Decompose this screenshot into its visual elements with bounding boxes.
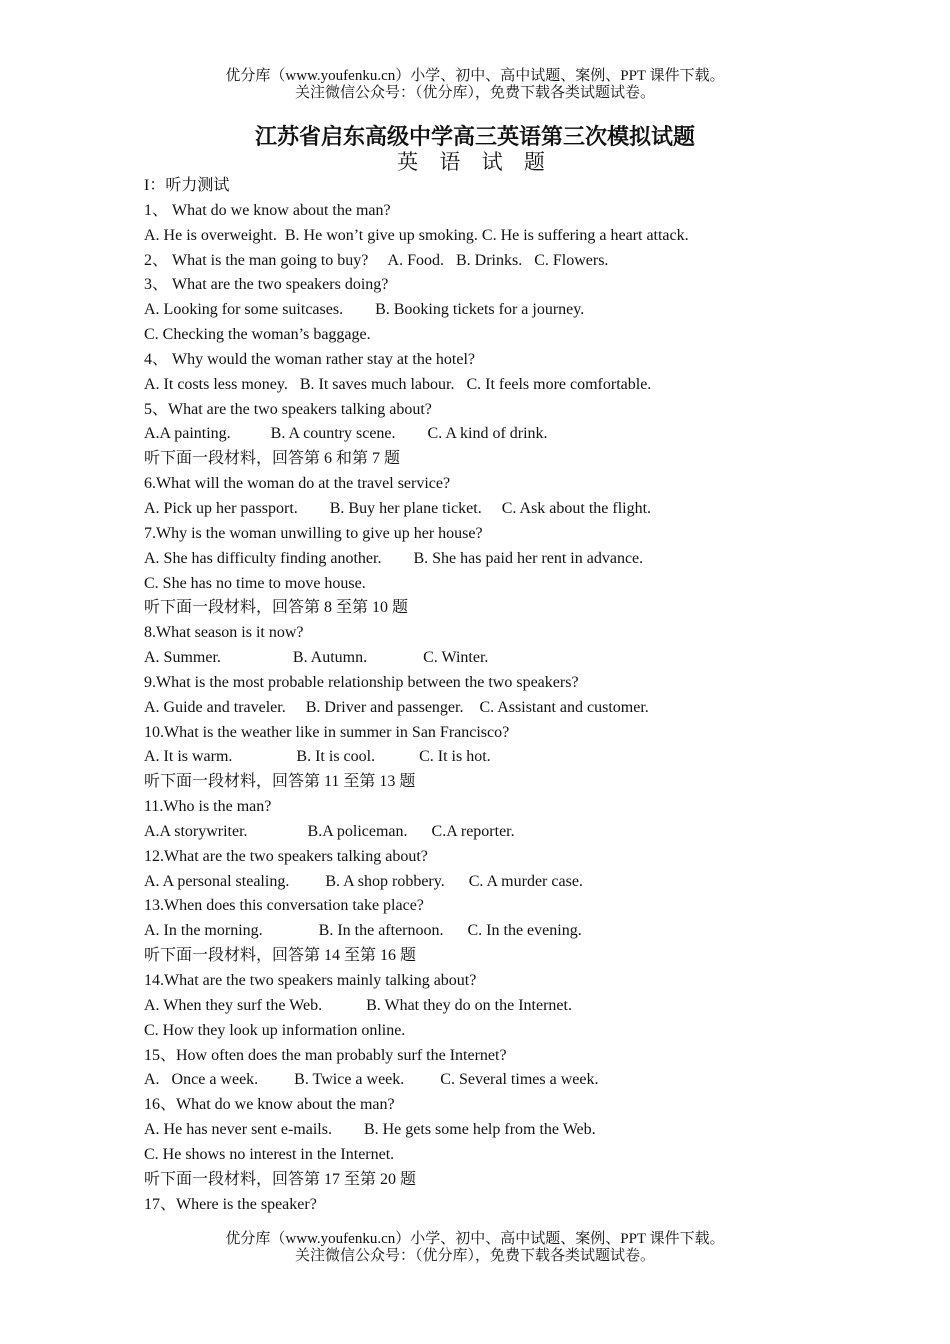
instruction-line: 听下面一段材料，回答第 14 至第 16 题: [144, 947, 417, 965]
page-subtitle: 英 语 试 题: [397, 150, 553, 174]
options-line: A. Looking for some suitcases. B. Booking tickets for a journey.: [144, 301, 585, 319]
header-line-2: 关注微信公众号：（优分库），免费下载各类试题试卷。: [294, 85, 655, 101]
options-line: A. Pick up her passport. B. Buy her plane ticket. C. Ask about the flight.: [144, 499, 652, 517]
instruction-line: 听下面一段材料，回答第 11 至第 13 题: [144, 773, 416, 791]
question-line: 12.What are the two speakers talking about?: [144, 847, 428, 865]
options-line: A. It costs less money. B. It saves much labour. C. It feels more comfortable.: [144, 375, 652, 393]
question-line: 3、 What are the two speakers doing?: [144, 276, 389, 294]
question-line: 9.What is the most probable relationship between the two speakers?: [144, 673, 579, 691]
options-line: A. When they surf the Web. B. What they do on the Internet.: [144, 996, 572, 1014]
page-footer: [0, 1231, 950, 1265]
question-line: 11.Who is the man?: [144, 798, 272, 816]
options-line: A. He has never sent e-mails. B. He gets some help from the Web.: [144, 1121, 596, 1139]
question-list: [144, 174, 844, 1217]
question-line: 17、Where is the speaker?: [144, 1195, 317, 1213]
question-line: 5、What are the two speakers talking about?: [144, 400, 432, 418]
question-line: 2、 What is the man going to buy? A. Food. B. Drinks. C. Flowers.: [144, 251, 609, 269]
options-line: C. He shows no interest in the Internet.: [144, 1145, 395, 1163]
section-heading: I：听力测试: [144, 177, 230, 194]
options-line: A. Once a week. B. Twice a week. C. Several times a week.: [144, 1071, 599, 1089]
options-line: A. A personal stealing. B. A shop robbery. C. A murder case.: [144, 872, 583, 890]
footer-line-1: 优分库（www.youfenku.cn）小学、初中、高中试题、案例、PPT 课件下载。: [225, 1231, 725, 1247]
instruction-line: 听下面一段材料，回答第 17 至第 20 题: [144, 1170, 417, 1188]
question-line: 15、How often does the man probably surf the Internet?: [144, 1046, 507, 1064]
options-line: C. How they look up information online.: [144, 1021, 406, 1039]
question-line: 1、 What do we know about the man?: [144, 201, 391, 219]
options-line: A. She has difficulty finding another. B. She has paid her rent in advance.: [144, 549, 644, 567]
header-line-1: 优分库（www.youfenku.cn）小学、初中、高中试题、案例、PPT 课件下载。: [225, 68, 725, 84]
options-line: A. He is overweight. B. He won’t give up smoking. C. He is suffering a heart attack.: [144, 226, 689, 244]
question-line: 16、What do we know about the man?: [144, 1096, 395, 1114]
footer-line-2: 关注微信公众号：（优分库），免费下载各类试题试卷。: [294, 1248, 655, 1264]
page-header: [0, 68, 950, 102]
options-line: A. It is warm. B. It is cool. C. It is hot.: [144, 748, 491, 766]
instruction-line: 听下面一段材料，回答第 8 至第 10 题: [144, 599, 409, 617]
question-line: 4、 Why would the woman rather stay at the hotel?: [144, 350, 476, 368]
question-line: 13.When does this conversation take place?: [144, 897, 424, 915]
question-line: 6.What will the woman do at the travel service?: [144, 475, 451, 493]
question-line: 7.Why is the woman unwilling to give up her house?: [144, 524, 483, 542]
instruction-line: 听下面一段材料，回答第 6 和第 7 题: [144, 450, 401, 468]
options-line: A. Summer. B. Autumn. C. Winter.: [144, 649, 489, 667]
options-line: C. Checking the woman’s baggage.: [144, 326, 371, 344]
options-line: A.A painting. B. A country scene. C. A kind of drink.: [144, 425, 548, 443]
options-line: A. In the morning. B. In the afternoon. C. In the evening.: [144, 922, 582, 940]
question-line: 8.What season is it now?: [144, 624, 304, 642]
options-line: A.A storywriter. B.A policeman. C.A reporter.: [144, 822, 515, 840]
options-line: A. Guide and traveler. B. Driver and passenger. C. Assistant and customer.: [144, 698, 649, 716]
question-line: 14.What are the two speakers mainly talking about?: [144, 972, 477, 989]
question-line: 10.What is the weather like in summer in San Francisco?: [144, 723, 510, 741]
page-title: 江苏省启东高级中学高三英语第三次模拟试题: [254, 124, 695, 149]
options-line: C. She has no time to move house.: [144, 574, 366, 592]
